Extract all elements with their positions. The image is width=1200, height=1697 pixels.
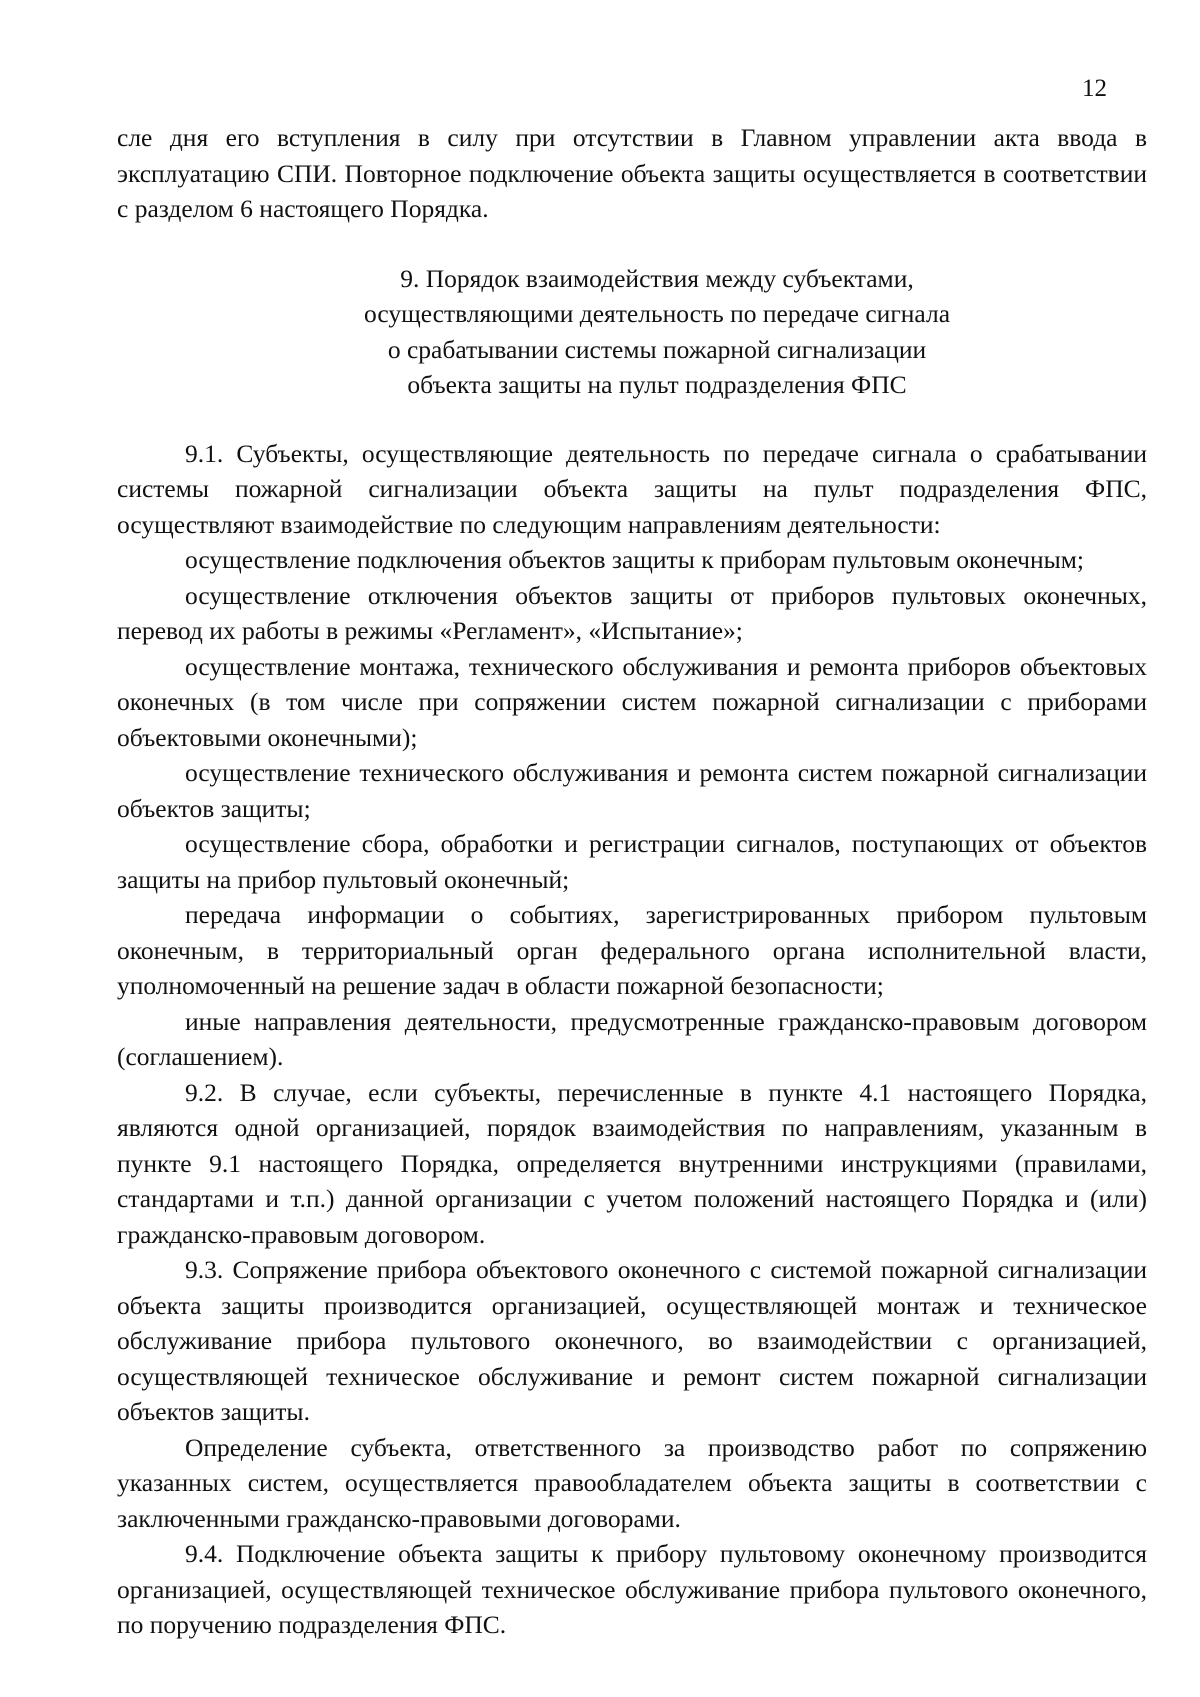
intro-paragraph: сле дня его вступления в силу при отсутствии в Главном управлении акта ввода в эксплуатацию СПИ. Повторное подключение объекта защиты осуществляется в соответствии с разделом 6 настоящего Порядка. bbox=[117, 123, 1147, 223]
section-title-line: осуществляющими деятельность по передаче сигнала bbox=[363, 299, 951, 328]
paragraph-9-1: 9.1. Субъекты, осуществляющие деятельность по передаче сигнала о срабатывании системы пожарной сигнализации объекта защиты на пульт подразделения ФПС, осуществляют взаимодействие по следующим направлениям деятельности: bbox=[117, 438, 1147, 539]
paragraph-9-4: 9.4. Подключение объекта защиты к прибору пультовому оконечному производится организацией, осуществляющей техническое обслуживание прибора пультового оконечного, по поручению подразделения ФПС. bbox=[117, 1539, 1147, 1639]
list-item: передача информации о событиях, зарегистрированных прибором пультовым оконечным, в территориальный орган федерального органа исполнительной власти, уполномоченный на решение задач в области пожарной безопасности; bbox=[117, 900, 1147, 1000]
section-title-line: 9. Порядок взаимодействия между субъектами, bbox=[400, 263, 914, 293]
list-item: осуществление технического обслуживания и ремонта систем пожарной сигнализации объектов защиты; bbox=[117, 758, 1147, 823]
section-title bbox=[117, 261, 1147, 403]
document-body bbox=[117, 120, 1147, 1643]
page-number: 12 bbox=[1082, 75, 1107, 102]
list-item: осуществление отключения объектов защиты от приборов пультовых оконечных, перевод их работы в режимы «Регламент», «Испытание»; bbox=[117, 580, 1147, 645]
list-item: осуществление монтажа, технического обслуживания и ремонта приборов объектовых оконечных (в том числе при сопряжении систем пожарной сигнализации с приборами объектовыми оконечными); bbox=[117, 651, 1147, 752]
list-item: осуществление сбора, обработки и регистрации сигналов, поступающих от объектов защиты на прибор пультовый оконечный; bbox=[117, 829, 1147, 894]
list-item: иные направления деятельности, предусмотренные гражданско-правовым договором (соглашением). bbox=[117, 1006, 1147, 1071]
paragraph-9-2: 9.2. В случае, если субъекты, перечисленные в пункте 4.1 настоящего Порядка, являются одной организацией, порядок взаимодействия по направлениям, указанным в пункте 9.1 настоящего Порядка, определяется внутренними инструкциями (правилами, стандартами и т.п.) данной организации с учетом положений настоящего Порядка и (или) гражданско-правовым договором. bbox=[117, 1077, 1147, 1249]
section-title-line: о срабатывании системы пожарной сигнализации bbox=[387, 334, 927, 364]
paragraph-9-3: 9.3. Сопряжение прибора объектового оконечного с системой пожарной сигнализации объекта защиты производится организацией, осуществляющей монтаж и техническое обслуживание прибора пультового оконечного, во взаимодействии с организацией, осуществляющей техническое обслуживание и ремонт систем пожарной сигнализации объектов защиты. bbox=[117, 1255, 1147, 1426]
list-item: осуществление подключения объектов защиты к приборам пультовым оконечным; bbox=[185, 545, 1084, 574]
paragraph: Определение субъекта, ответственного за производство работ по сопряжению указанных систем, осуществляется правообладателем объекта защиты в соответствии с заключенными гражданско-правовыми договорами. bbox=[117, 1432, 1147, 1533]
section-title-line: объекта защиты на пульт подразделения ФПС bbox=[407, 370, 907, 399]
